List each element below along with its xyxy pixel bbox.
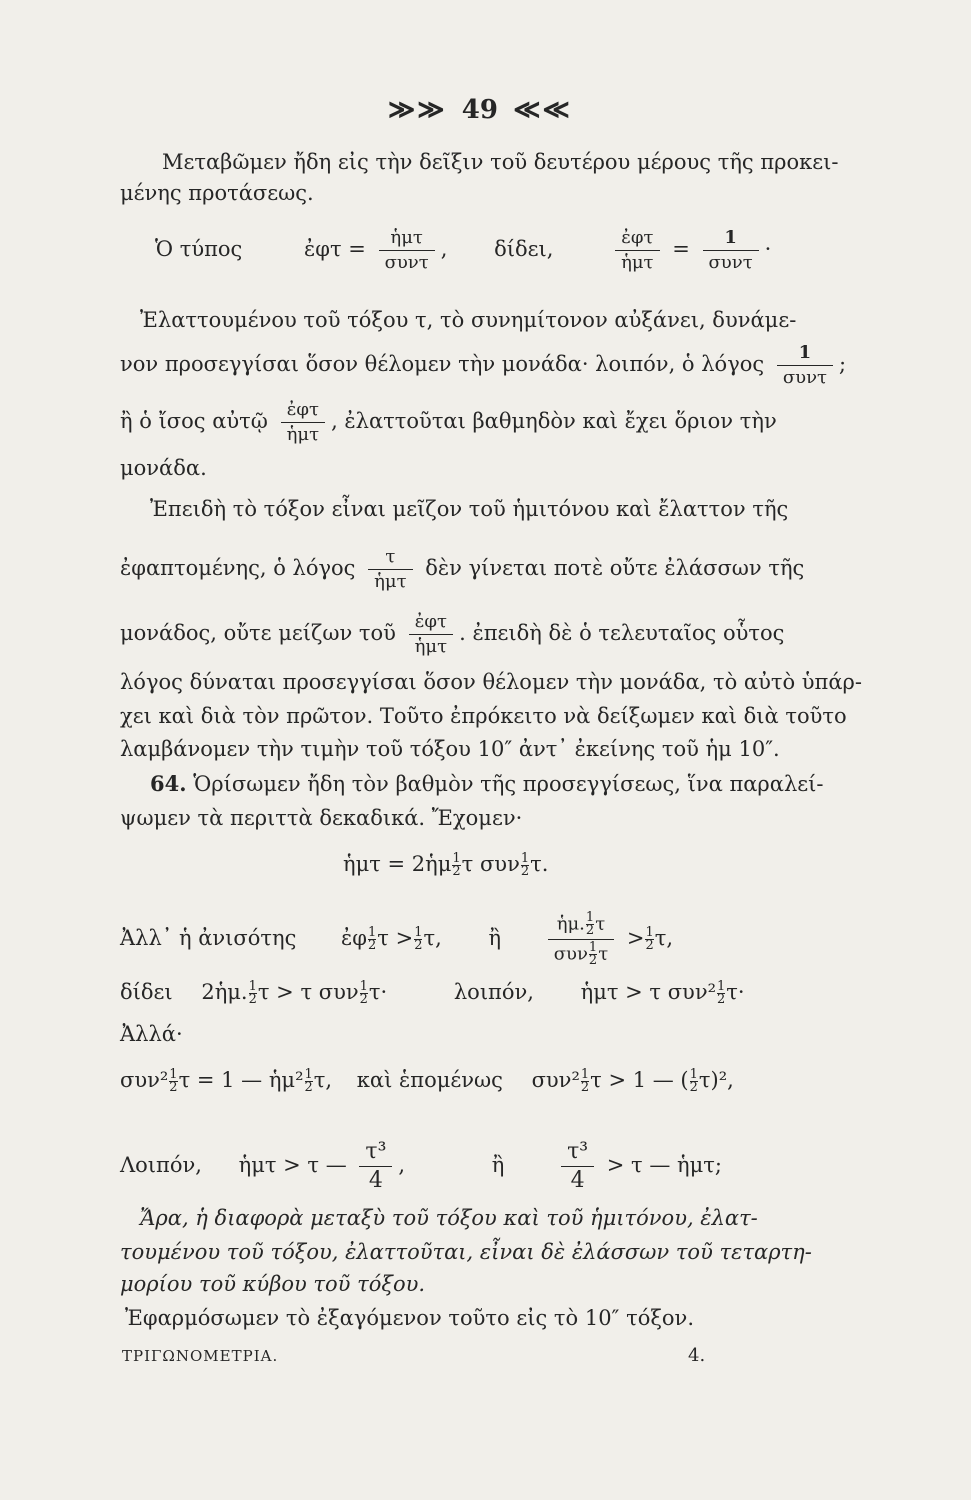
equation-2: ἡμτ = 2ἡμ $\frac{1}{2}$ τ συν $\frac{1}{2}$ τ. (343, 851, 549, 879)
p1-line1: Μεταβῶμεν ἤδη εἰς τὴν δεῖξιν τοῦ δευτέρου μέρους τῆς προκει- (162, 150, 839, 174)
p2-line3: ἢ ὁ ἴσος αὐτῷ $\frac{\text{ἐφτ}}{\text{ἡμτ}}$ , ἐλαττοῦται βαθμηδὸν καὶ ἔχει ὅριον τὴν (120, 399, 777, 445)
eq1-fraction-1: $\frac{\text{ἡμτ}}{\text{συντ}}$ (379, 228, 435, 273)
eq1-fraction-3: $\frac{1}{\text{συντ}}$ (703, 228, 759, 273)
equation-7: Λοιπόν, ἡμτ > τ — $\frac{\text{τ³}}{4}$ , ἢ $\frac{\text{τ³}}{4}$ > τ — ἡμτ; (120, 1139, 722, 1193)
p2-line4: μονάδα. (120, 456, 207, 480)
p2-fraction-2: $\frac{\text{ἐφτ}}{\text{ἡμτ}}$ (281, 400, 325, 445)
p3-line4: λόγος δύναται προσεγγίσαι ὅσον θέλομεν τὴν μονάδα, τὸ αὐτὸ ὑπάρ- (120, 670, 862, 694)
p5-line3: μορίου τοῦ κύβου τοῦ τόξου. (120, 1272, 426, 1296)
ornament-right: ≪≪ (513, 95, 572, 125)
eq1-lhs: ἐφτ = (304, 237, 366, 261)
p4-line2: ψωμεν τὰ περιττὰ δεκαδικά. Ἔχομεν· (120, 806, 523, 830)
p6-line1: Ἐφαρμόσωμεν τὸ ἐξαγόμενον τοῦτο εἰς τὸ 10″ τόξον. (125, 1306, 694, 1330)
p3-fraction-2: $\frac{\text{ἐφτ}}{\text{ἡμτ}}$ (409, 612, 453, 657)
eq3-fraction: ἡμ. $\frac{1}{2}$ τ συν $\frac{1}{2}$ τ (548, 912, 614, 967)
equation-6: συν² $\frac{1}{2}$ τ = 1 — ἡμ² $\frac{1}{2}$ τ, καὶ ἑπομένως συν² $\frac{1}{2}$ τ > 1 — ( $\frac{1}{2}$ τ)², (120, 1067, 734, 1095)
eq1-lead: Ὁ τύπος (155, 237, 243, 261)
p3-line5: χει καὶ διὰ τὸν πρῶτον. Τοῦτο ἐπρόκειτο νὰ δείξωμεν καὶ διὰ τοῦτο (120, 704, 847, 728)
p2-line1: Ἐλαττουμένου τοῦ τόξου τ, τὸ συνημίτονον αὐξάνει, δυνάμε- (140, 308, 797, 332)
p2-line2: νον προσεγγίσαι ὅσον θέλομεν τὴν μονάδα· λοιπόν, ὁ λόγος $\frac{1}{\text{συντ}}$ ; (120, 342, 847, 388)
ornament-left: ≫≫ (388, 95, 447, 125)
p3-line3: μονάδος, οὔτε μείζων τοῦ $\frac{\text{ἐφτ}}{\text{ἡμτ}}$ . ἐπειδὴ δὲ ὁ τελευταῖος οὗτος (120, 611, 785, 657)
eq7-fraction-1: $\frac{\text{τ³}}{4}$ (359, 1140, 392, 1193)
p3-line2: ἐφαπτομένης, ὁ λόγος $\frac{\tau}{\text{ἡμτ}}$ δὲν γίνεται ποτὲ οὔτε ἐλάσσων τῆς (120, 546, 805, 592)
p5-line1: Ἄρα, ἡ διαφορὰ μεταξὺ τοῦ τόξου καὶ τοῦ ἡμιτόνου, ἐλατ- (140, 1206, 758, 1230)
p1-line2: μένης προτάσεως. (120, 181, 314, 205)
page-number: 49 (461, 95, 498, 125)
p3-line6: λαμβάνομεν τὴν τιμὴν τοῦ τόξου 10″ ἀντ᾽ ἐκείνης τοῦ ἡμ 10″. (120, 737, 780, 761)
eq7-fraction-2: $\frac{\text{τ³}}{4}$ (561, 1140, 594, 1193)
eq1-fraction-2: $\frac{\text{ἐφτ}}{\text{ἡμτ}}$ (615, 228, 659, 273)
eq1-gives: δίδει, (494, 237, 554, 261)
p5-line2: τουμένου τοῦ τόξου, ἐλαττοῦται, εἶναι δὲ ἐλάσσων τοῦ τεταρτη- (120, 1240, 812, 1264)
footer-sheet-number: 4. (688, 1345, 706, 1366)
section-number: 64. (150, 771, 187, 796)
p4-line1: 64. Ὁρίσωμεν ἤδη τὸν βαθμὸν τῆς προσεγγίσεως, ἵνα παραλεί- (150, 771, 824, 796)
p3-line1: Ἐπειδὴ τὸ τόξον εἶναι μεῖζον τοῦ ἡμιτόνου καὶ ἔλαττον τῆς (150, 497, 789, 521)
p3-fraction-1: $\frac{\tau}{\text{ἡμτ}}$ (368, 547, 412, 592)
equation-4: δίδει 2ἡμ. $\frac{1}{2}$ τ > τ συν $\frac{1}{2}$ τ· λοιπόν, ἡμτ > τ συν² $\frac{1}{2}$ τ· (120, 979, 745, 1007)
equation-3: Ἀλλ᾽ ἡ ἀνισότης ἐφ $\frac{1}{2}$ τ > $\frac{1}{2}$ τ, ἢ ἡμ. $\frac{1}{2}$ τ συν $\frac{1}{2}$ τ > $\frac{1}{2}$ τ, (120, 910, 674, 968)
footer-signature: ΤΡΙΓΩΝΟΜΕΤΡΙΑ. (122, 1347, 279, 1365)
p2-fraction-1: $\frac{1}{\text{συντ}}$ (777, 343, 833, 388)
equation-5: Ἀλλά· (120, 1022, 183, 1046)
equation-1: Ὁ τύπος ἐφτ = $\frac{\text{ἡμτ}}{\text{συντ}}$ , δίδει, $\frac{\text{ἐφτ}}{\text{ἡμτ}}$ = $\frac{1}{\text{συντ}}$ · (155, 227, 772, 273)
page-header (388, 95, 572, 125)
